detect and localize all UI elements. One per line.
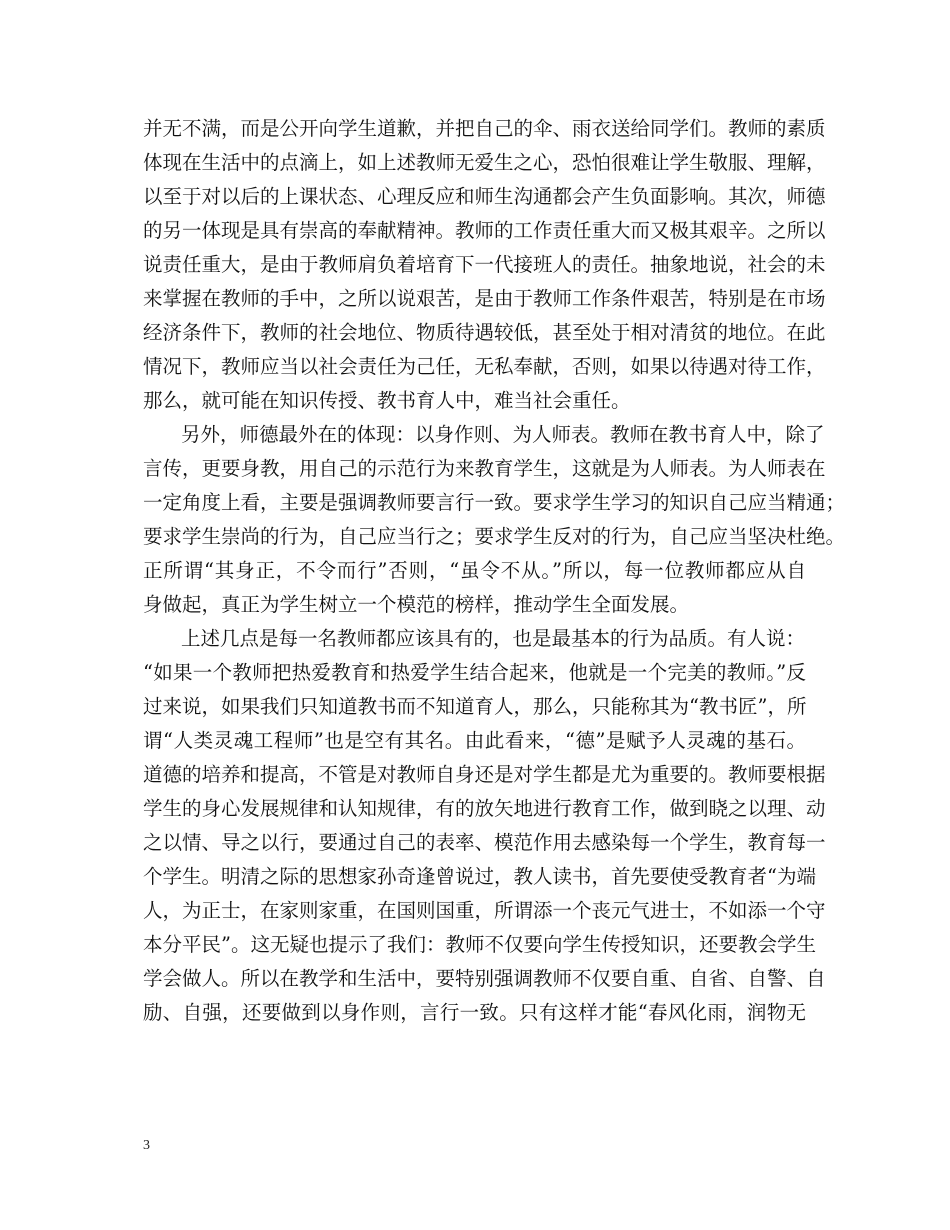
paragraph-first-line: 另外，师德最外在的体现：以身作则、为人师表。教师在教书育人中，除了: [181, 423, 825, 446]
text-line: 的另一体现是具有崇高的奉献精神。教师的工作责任重大而又极其艰辛。之所以: [143, 219, 826, 242]
text-line: 情况下，教师应当以社会责任为己任，无私奉献，否则，如果以待遇对待工作，: [143, 355, 826, 378]
text-line: 本分平民”。这无疑也提示了我们：教师不仅要向学生传授知识，还要教会学生: [143, 933, 816, 956]
text-line: 人，为正士，在家则家重，在国则国重，所谓添一个丧元气进士，不如添一个守: [143, 899, 826, 922]
text-line: 谓“人类灵魂工程师”也是空有其名。由此看来，“德”是赋予人灵魂的基石。: [143, 729, 806, 752]
text-line: 说责任重大，是由于教师肩负着培育下一代接班人的责任。抽象地说，社会的未: [143, 253, 826, 276]
page-number: 3: [143, 1138, 150, 1153]
text-line: 过来说，如果我们只知道教书而不知道育人，那么，只能称其为“教书匠”，所: [143, 695, 807, 718]
text-line: 励、自强，还要做到以身作则，言行一致。只有这样才能“春风化雨，润物无: [143, 1001, 806, 1024]
text-line: 言传，更要身教，用自己的示范行为来教育学生，这就是为人师表。为人师表在: [143, 457, 826, 480]
text-line: 学生的身心发展规律和认知规律，有的放矢地进行教育工作，做到晓之以理、动: [143, 797, 826, 820]
text-line: 身做起，真正为学生树立一个模范的榜样，推动学生全面发展。: [143, 593, 690, 616]
text-line: 个学生。明清之际的思想家孙奇逢曾说过，教人读书，首先要使受教育者“为端: [143, 865, 816, 888]
text-line: 体现在生活中的点滴上，如上述教师无爱生之心，恐怕很难让学生敬服、理解，: [143, 151, 826, 174]
text-line: 道德的培养和提高，不管是对教师自身还是对学生都是尤为重要的。教师要根据: [143, 763, 826, 786]
text-line: 之以情、导之以行，要通过自己的表率、模范作用去感染每一个学生，教育每一: [143, 831, 826, 854]
text-line: 那么，就可能在知识传授、教书育人中，难当社会重任。: [143, 389, 631, 412]
text-line: 正所谓“其身正，不令而行”否则，“虽令不从。”所以，每一位教师都应从自: [143, 559, 806, 582]
text-line: 学会做人。所以在教学和生活中，要特别强调教师不仅要自重、自省、自警、自: [143, 967, 826, 990]
text-line: 并无不满，而是公开向学生道歉，并把自己的伞、雨衣送给同学们。教师的素质: [143, 117, 826, 140]
text-line: 以至于对以后的上课状态、心理反应和师生沟通都会产生负面影响。其次，师德: [143, 185, 826, 208]
text-line: 来掌握在教师的手中，之所以说艰苦，是由于教师工作条件艰苦，特别是在市场: [143, 287, 826, 310]
paragraph-first-line: 上述几点是每一名教师都应该具有的，也是最基本的行为品质。有人说：: [181, 627, 806, 650]
text-line: “如果一个教师把热爱教育和热爱学生结合起来，他就是一个完美的教师。”反: [143, 661, 806, 684]
text-line: 一定角度上看，主要是强调教师要言行一致。要求学生学习的知识自己应当精通；: [143, 491, 846, 514]
text-line: 经济条件下，教师的社会地位、物质待遇较低，甚至处于相对清贫的地位。在此: [143, 321, 826, 344]
text-line: 要求学生崇尚的行为，自己应当行之；要求学生反对的行为，自己应当坚决杜绝。: [143, 525, 846, 548]
